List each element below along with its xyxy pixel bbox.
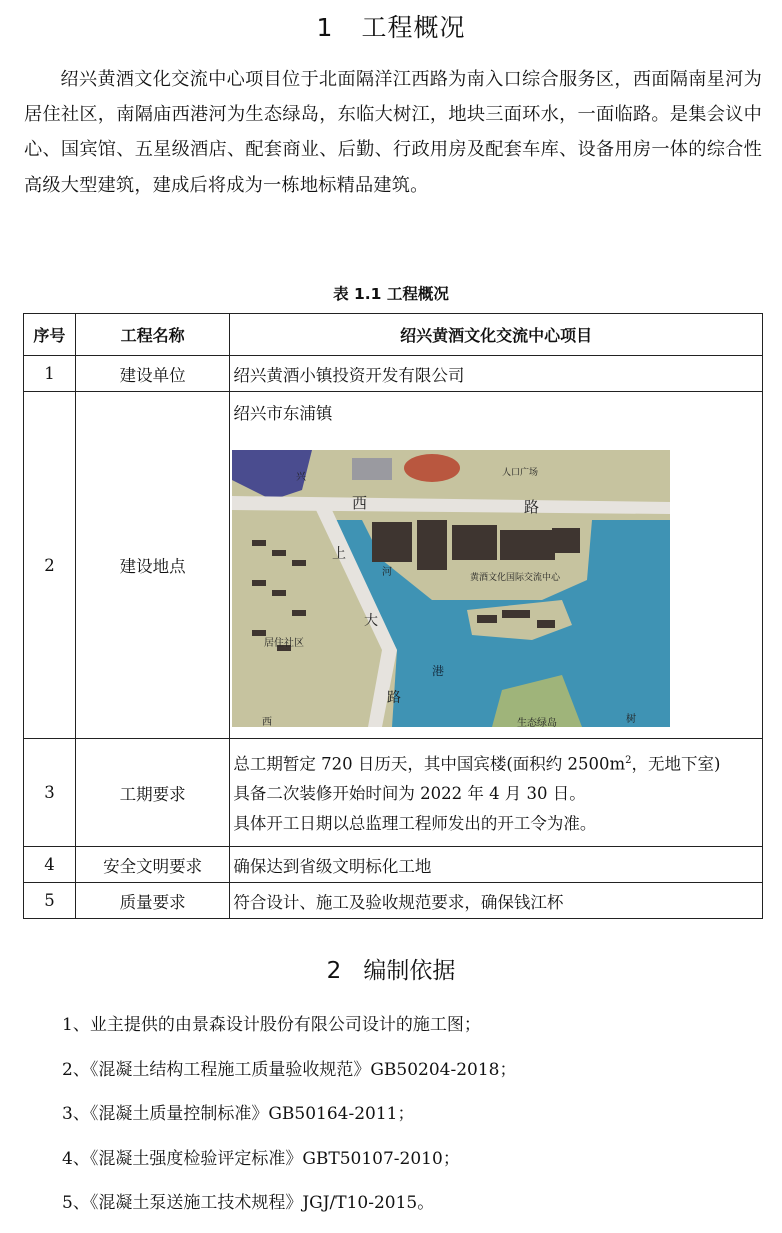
section-2-heading <box>0 952 782 985</box>
project-overview-table <box>23 313 763 919</box>
map-label-plaza: 人口广场 <box>502 468 539 478</box>
row-name: 安全文明要求 <box>75 847 229 883</box>
table-caption: 表 1.1 工程概况 <box>333 285 449 303</box>
row-value: 绍兴市东浦镇 <box>233 404 333 423</box>
row-name: 质量要求 <box>75 883 229 919</box>
list-item: 5、《混凝土泵送施工技术规程》JGJ/T10-2015。 <box>62 1193 435 1213</box>
section-title: 工程概况 <box>361 13 466 42</box>
table-row <box>24 356 763 392</box>
list-item: 2、《混凝土结构工程施工质量验收规范》GB50204-2018； <box>62 1059 517 1080</box>
map-label-xing: 兴 <box>296 472 307 483</box>
map-stadium <box>352 458 392 480</box>
row-value: 符合设计、施工及验收规范要求，确保钱江杯 <box>230 883 763 919</box>
map-label-residential: 居住社区 <box>264 638 305 649</box>
map-label-west: 西 <box>352 494 368 512</box>
section-title: 编制依据 <box>363 958 456 984</box>
header-no: 序号 <box>24 314 76 356</box>
table-row <box>24 392 763 739</box>
map-label-river: 河 <box>382 567 393 578</box>
table-row <box>24 847 763 883</box>
schedule-line-1: 总工期暂定 720 日历天，其中国宾楼(面积约 $2500m^2$，无地下室) <box>233 754 721 774</box>
row-no: 4 <box>24 847 76 883</box>
row-name: 建设单位 <box>75 356 229 392</box>
site-map-graphic <box>232 450 670 727</box>
row-no: 3 <box>24 739 76 847</box>
section-number: 1 <box>316 13 334 42</box>
schedule-line-3: 具体开工日期以总监理工程师发出的开工令为准。 <box>233 814 597 834</box>
row-value: 绍兴黄酒小镇投资开发有限公司 <box>230 356 763 392</box>
map-track <box>404 454 460 482</box>
map-label-shu: 树 <box>626 714 637 725</box>
map-label-center: 黄酒文化国际交流中心 <box>470 573 561 583</box>
site-location-map <box>232 450 670 727</box>
list-item: 3、《混凝土质量控制标准》GB50164-2011； <box>62 1104 415 1124</box>
references-list <box>62 1010 516 1233</box>
map-label-xi: 西 <box>262 717 273 727</box>
row-no: 5 <box>24 883 76 919</box>
table-row <box>24 739 763 847</box>
table-row <box>24 883 763 919</box>
row-no: 2 <box>24 392 76 739</box>
list-item: 4、《混凝土强度检验评定标准》GBT50107-2010； <box>62 1148 460 1169</box>
header-project: 绍兴黄酒文化交流中心项目 <box>230 314 763 356</box>
section-number: 2 <box>326 958 342 984</box>
section-1-heading <box>0 8 782 44</box>
row-name: 工期要求 <box>75 739 229 847</box>
map-label-da: 大 <box>364 613 379 629</box>
map-label-road-2: 路 <box>387 690 402 706</box>
table-header-row <box>24 314 763 356</box>
row-value: 确保达到省级文明标化工地 <box>230 847 763 883</box>
header-name: 工程名称 <box>75 314 229 356</box>
intro-paragraph: 绍兴黄酒文化交流中心项目位于北面隔洋江西路为南入口综合服务区，西面隔南星河为居住社区，南隔庙西港河为生态绿岛，东临大树江，地块三面环水，一面临路。是集会议中心、国宾馆、五星级酒店、配套商业、后勤、行政用房及配套车库、设备用房一体的综合性高级大型建筑，建成后将成为一栋地标精品建筑。 <box>24 69 762 196</box>
list-item: 1、业主提供的由景森设计股份有限公司设计的施工图； <box>62 1015 481 1035</box>
map-label-green: 生态绿岛 <box>517 718 558 727</box>
map-label-gang: 港 <box>432 664 445 678</box>
map-label-road: 路 <box>524 498 540 516</box>
row-name: 建设地点 <box>75 392 229 739</box>
schedule-cell <box>230 739 763 847</box>
map-label-shang: 上 <box>332 546 347 562</box>
schedule-line-2: 具备二次装修开始时间为 2022 年 4 月 30 日。 <box>233 784 586 804</box>
location-cell <box>230 392 763 739</box>
row-no: 1 <box>24 356 76 392</box>
